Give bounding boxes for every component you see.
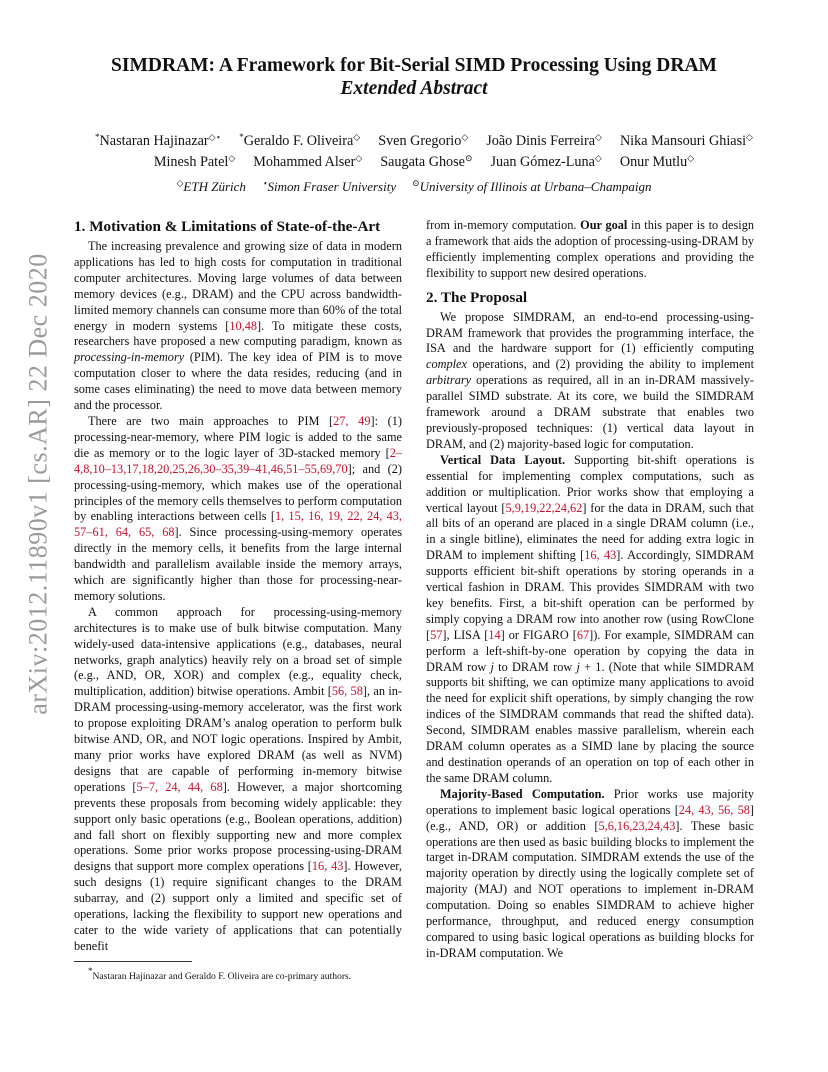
body-text: operations as required, all in an in-DRAM massively-parallel SIMD substrate. At its core, we build the SIMDRAM framework around a DRAM substrate that enables two previously-proposed techniques: (1) vertical data layout in DRAM, and (2) majority-based logic for computation. — [426, 373, 754, 451]
body-text: Prior works use majority operations to implement basic logical operations [ — [426, 786, 754, 817]
right-column — [426, 218, 754, 962]
citation-link[interactable]: 2–4,8,10–13,17,18,20,25,26,30–35,39–41,46,51–55,69,70 — [74, 445, 402, 476]
body-text: ] for the data in DRAM, such that all bits of an operand are placed in a single DRAM column (i.e., in a single bitline), eliminates the need for adding extra logic in DRAM to implement shifting [ — [426, 500, 754, 563]
author-mark: * — [95, 132, 100, 142]
author — [239, 133, 360, 149]
section-2-paragraph-vertical-layout — [426, 453, 754, 787]
paper-subtitle: Extended Abstract — [340, 78, 488, 99]
citation-link[interactable]: 10,48 — [229, 318, 258, 333]
author-affiliation-mark: ◇ — [746, 132, 753, 142]
body-text: Supporting bit-shift operations is essential for implementing complex computations, such as addition or multiplication. Prior works show that employing a vertical layout [ — [426, 452, 754, 515]
footnote-text: Nastaran Hajinazar and Geraldo F. Oliveira are co-primary authors. — [92, 971, 352, 982]
author-affiliation-mark: ◇⋆ — [208, 132, 222, 142]
citation-link[interactable]: 67 — [576, 627, 590, 642]
arxiv-stamp-text: arXiv:2012.11890v1 [cs.AR] 22 Dec 2020 — [24, 253, 53, 715]
citation-link[interactable]: 5,6,16,23,24,43 — [598, 818, 676, 833]
bold-text: Our goal — [580, 218, 628, 232]
author-affiliation-mark: ⊙ — [464, 153, 473, 163]
footnote-mark: * — [88, 966, 93, 976]
citation-link[interactable]: 16, 43 — [311, 859, 344, 874]
affiliation-name: ETH Zürich — [183, 179, 246, 194]
author — [380, 154, 472, 170]
citation-link[interactable]: 57 — [430, 627, 443, 642]
author-name: Sven Gregorio — [378, 133, 462, 149]
bold-text: Vertical Data Layout. — [440, 452, 566, 467]
citation-link[interactable]: 1, 15, 16, 19, 22, 24, 43, 57–61, 64, 65, 68 — [74, 509, 402, 540]
author — [378, 133, 468, 149]
author-name: Geraldo F. Oliveira — [243, 133, 354, 149]
emphasis-text: arbitrary — [426, 373, 472, 388]
author — [620, 154, 694, 170]
author-affiliation-mark: ◇ — [595, 132, 602, 142]
author-affiliation-mark: ◇ — [594, 153, 602, 163]
body-text: in this paper is to design a framework that aids the adoption of processing-using-DRAM by efficiently implementing complex operations and providing the flexibility to support new desired operations. — [426, 218, 755, 280]
author — [154, 154, 235, 170]
citation-link[interactable]: 5,9,19,22,24,62 — [505, 500, 583, 515]
body-text: ]. Accordingly, SIMDRAM supports efficient bit-shift operations by storing operands in a vertical fashion in DRAM. This provides SIMDRAM with two key benefits. First, a bit-shift operation can be performed by simply copying a DRAM row into another row (using RowClone [ — [426, 548, 754, 642]
affiliation-mark: ⊙ — [412, 178, 420, 188]
footnote — [74, 965, 418, 983]
author — [486, 133, 602, 149]
emphasis-text: processing-in-memory — [74, 350, 185, 365]
section-2-paragraph-1 — [426, 310, 754, 453]
body-text: ]: (1) processing-near-memory, where PIM logic is added to the same die as memory or to the logic layer of 3D-stacked memory [ — [74, 413, 402, 460]
body-text: ]. However, a major shortcoming prevents these proposals from becoming widely applicable: they support only basic operations (e.g., Boolean operations, addition) and fall short on flexibly supporting new and more complex operations. Some prior works propose processing-using-DRAM designs that support more complex operations [ — [74, 779, 402, 874]
affiliation — [262, 179, 396, 194]
citation-link[interactable]: 14 — [488, 627, 501, 642]
author — [491, 154, 602, 170]
author — [253, 154, 362, 170]
body-text: A common approach for processing-using-memory architectures is to make use of bulk bitwise computation. Many widely-used data-intensive applications (e.g., databases, neural networks, graph analytics) heavily rely on a broad set of simple (e.g., AND, OR, XOR) and complex (e.g., equality check, multiplication, addition) bitwise operations. Ambit [ — [74, 604, 402, 699]
section-1-paragraph-3 — [74, 605, 402, 955]
author-name: Minesh Patel — [153, 154, 229, 170]
section-1-heading: 1. Motivation & Limitations of State-of-the-Art — [74, 218, 381, 235]
body-text: We propose SIMDRAM, an end-to-end processing-using-DRAM framework that provides the programming interface, the ISA and the hardware support for (1) efficiently computing — [426, 309, 754, 356]
author-affiliation-mark: ◇ — [228, 153, 236, 163]
body-text: ]; and (2) processing-using-memory, which makes use of the operational principles of the memory cells themselves to perform computation by enabling interactions between cells [ — [74, 461, 402, 524]
citation-link[interactable]: 5–7, 24, 44, 68 — [136, 779, 223, 794]
author-affiliation-mark: ◇ — [687, 153, 695, 163]
body-text: ]). For example, SIMDRAM can perform a left-shift-by-one operation by copying the data in DRAM row — [426, 627, 754, 674]
author-name: Onur Mutlu — [619, 154, 688, 170]
body-text: ]. Since processing-using-memory operates directly in the memory cells, it benefits from the large internal bandwidth and parallelism available inside the memory arrays, which are significantly higher than those for processing-near-memory solutions. — [74, 525, 403, 603]
body-text: ] or FIGARO [ — [500, 627, 577, 642]
affiliation — [412, 179, 651, 194]
author-name: Juan Gómez-Luna — [490, 154, 595, 170]
body-text: ] (e.g., AND, OR) or addition [ — [426, 802, 754, 833]
body-text: There are two main approaches to PIM [ — [88, 413, 334, 428]
body-text: to DRAM row — [493, 659, 577, 674]
author-name: Mohammed Alser — [253, 154, 356, 170]
citation-link[interactable]: 56, 58 — [331, 684, 363, 699]
author-mark: * — [239, 132, 244, 142]
authors-row-2 — [70, 149, 778, 171]
citation-link[interactable]: 27, 49 — [333, 413, 371, 428]
emphasis-text: j — [490, 659, 494, 674]
affiliation-mark: ◇ — [176, 178, 184, 188]
affiliation-name: University of Illinois at Urbana–Champaign — [419, 179, 652, 194]
body-text: The increasing prevalence and growing size of data in modern applications has led to high costs for computation in traditional computer architectures. Moving large volumes of data between memory devices (e.g., DRAM) and the CPU across bandwidth-limited memory channels can consume more than 60% of the total energy in modern systems [ — [74, 239, 402, 333]
author-affiliation-mark: ◇ — [355, 153, 363, 163]
body-text: + 1. (Note that while SIMDRAM supports bit shifting, we can optimize many applications to avoid the need for explicit shift operations, by simply changing the row indices of the SIMDRAM commands that read the shifted data). Second, SIMDRAM enables massive parallelism, wherein each DRAM column operates as a SIMD lane by placing the source and destination operands of an operation on top of each other in the same DRAM column. — [426, 659, 754, 785]
author-affiliation-mark: ◇ — [353, 132, 361, 142]
section-2-heading: 2. The Proposal — [426, 288, 528, 306]
affiliation-mark: ⋆ — [261, 178, 268, 188]
author-affiliation-mark: ◇ — [461, 132, 469, 142]
author-name: Nika Mansouri Ghiasi — [619, 133, 747, 149]
authors-row-1 — [70, 128, 778, 150]
body-text: operations, and (2) providing the ability to implement — [466, 357, 754, 372]
section-1-continuation — [426, 218, 754, 282]
author-name: Nastaran Hajinazar — [99, 133, 209, 149]
author-name: João Dinis Ferreira — [486, 133, 596, 149]
body-text: ]. To mitigate these costs, researchers have proposed a new computing paradigm, known as — [74, 318, 402, 349]
emphasis-text: j — [576, 659, 580, 674]
body-text: ]. However, such designs (1) require significant changes to the DRAM subarray, and (2) support only a limited and specific set of operations, lacking the flexibility to support new operations and cater to the wide variety of applications that can potentially benefit — [74, 859, 402, 953]
bold-text: Majority-Based Computation. — [440, 786, 605, 801]
body-text: from in-memory computation. — [426, 218, 581, 232]
citation-link[interactable]: 24, 43, 56, 58 — [678, 802, 750, 817]
affiliations — [80, 178, 748, 195]
citation-link[interactable]: 16, 43 — [584, 548, 617, 563]
body-text: (PIM). The key idea of PIM is to move computation closer to where the data resides, reducing (and in some cases eliminating) the need to move data between memory and the processor. — [74, 350, 402, 413]
section-1-paragraph-2 — [74, 414, 402, 605]
body-text: ]. These basic operations are then used as basic building blocks to implement the target in-DRAM computation. SIMDRAM extends the use of the majority operation by directly using the logically complete set of majority (MAJ) and NOT operations to implement in-DRAM computation. Doing so enables SIMDRAM to achieve higher performance, throughput, and reduced energy consumption compared to using basic logical operations as building blocks for in-DRAM computation. We — [426, 818, 754, 960]
left-column — [74, 218, 402, 955]
section-2-paragraph-majority — [426, 787, 754, 962]
section-1-paragraph-1 — [74, 239, 402, 414]
affiliation — [177, 179, 246, 194]
author — [620, 133, 753, 149]
emphasis-text: complex — [426, 357, 467, 372]
arxiv-stamp — [14, 254, 64, 714]
body-text: ], an in-DRAM processing-using-memory accelerator, was the first work to propose exploiting DRAM’s analog operation to perform bulk bitwise AND, OR, and NOT logic operations. Inspired by Ambit, many prior works have explored DRAM (as well as NVM) designs that are capable of performing in-memory bitwise operations [ — [74, 684, 402, 794]
author-name: Saugata Ghose — [380, 154, 465, 170]
affiliation-name: Simon Fraser University — [267, 179, 397, 194]
footnote-rule — [74, 961, 192, 962]
paper-title: SIMDRAM: A Framework for Bit-Serial SIMD Processing Using DRAM — [111, 55, 717, 76]
body-text: ], LISA [ — [442, 627, 489, 642]
author — [95, 133, 221, 149]
